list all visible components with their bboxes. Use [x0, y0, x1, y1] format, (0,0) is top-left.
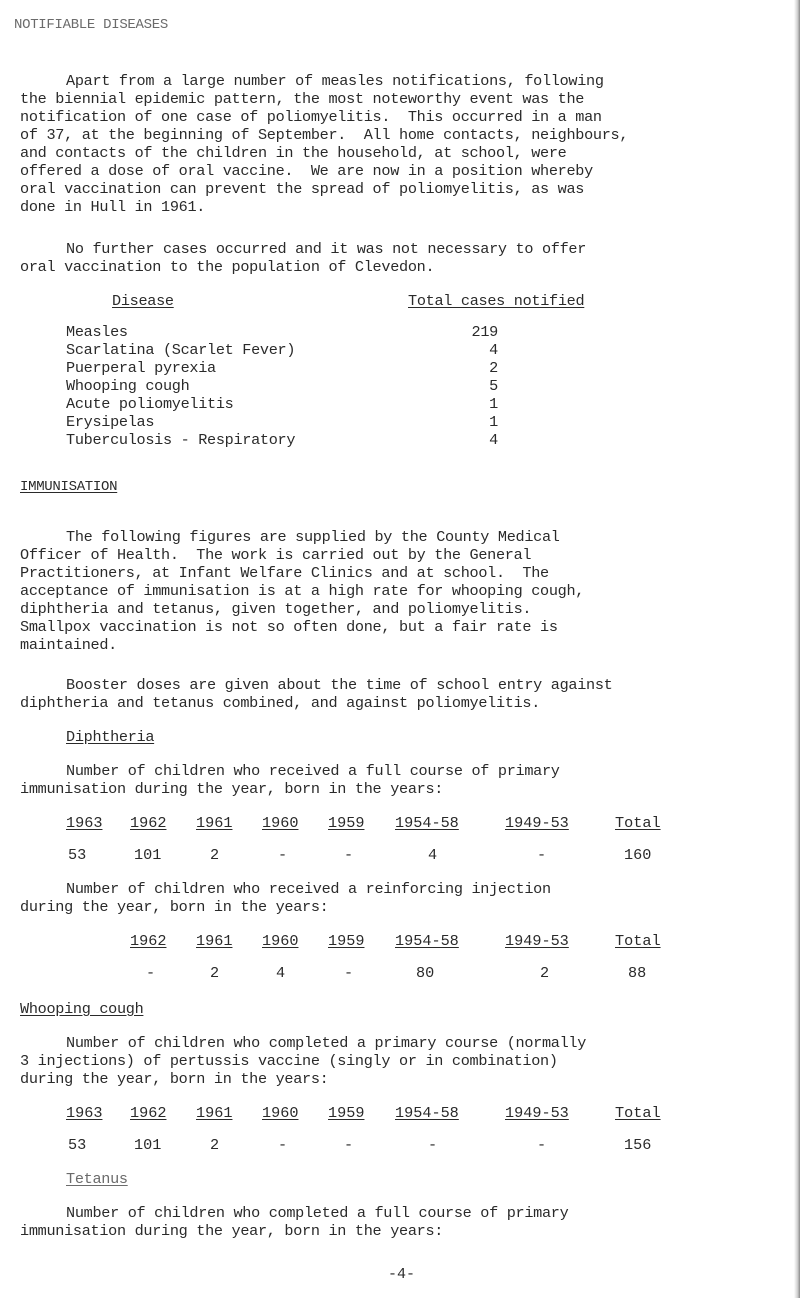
- disease-name: Tuberculosis - Respiratory: [66, 431, 296, 449]
- value-cell: -: [344, 964, 354, 982]
- text-line: Apart from a large number of measles notifications, following: [66, 72, 604, 90]
- value-cell: -: [428, 1136, 438, 1154]
- text-line: during the year, born in the years:: [20, 1070, 329, 1088]
- whooping-values-row: [0, 1136, 800, 1154]
- text-line: Number of children who completed a full course of primary: [66, 1204, 569, 1222]
- disease-count: 219: [471, 323, 498, 341]
- disease-name: Scarlatina (Scarlet Fever): [66, 341, 296, 359]
- text-line: Practitioners, at Infant Welfare Clinics and at school. The: [20, 564, 549, 582]
- disease-name: Erysipelas: [66, 413, 155, 431]
- diphtheria-primary-years-row: [0, 814, 800, 832]
- total-header: Total: [615, 1104, 661, 1122]
- text-line: The following figures are supplied by the County Medical: [66, 528, 560, 546]
- tetanus-heading: Tetanus: [66, 1170, 128, 1188]
- text-line: 3 injections) of pertussis vaccine (singly or in combination): [20, 1052, 558, 1070]
- year-header: 1949-53: [505, 932, 569, 950]
- text-line: Number of children who completed a primary course (normally: [66, 1034, 587, 1052]
- page-number: -4-: [388, 1266, 416, 1283]
- text-line: diphtheria and tetanus combined, and against poliomyelitis.: [20, 694, 541, 712]
- value-cell: -: [278, 846, 288, 864]
- disease-count: 5: [489, 377, 498, 395]
- disease-count: 1: [489, 413, 498, 431]
- whooping-cough-heading: Whooping cough: [20, 1000, 144, 1018]
- immunisation-heading: IMMUNISATION: [20, 479, 118, 495]
- year-header: 1949-53: [505, 814, 569, 832]
- total-header: Total: [615, 814, 661, 832]
- year-header: 1960: [262, 814, 299, 832]
- year-header: 1961: [196, 814, 233, 832]
- value-cell: -: [344, 1136, 354, 1154]
- text-line: offered a dose of oral vaccine. We are now in a position whereby: [20, 162, 593, 180]
- total-cell: 160: [624, 846, 652, 864]
- total-column-header: Total cases notified: [408, 292, 585, 310]
- value-cell: 2: [210, 1136, 220, 1154]
- value-cell: -: [344, 846, 354, 864]
- disease-column-header: Disease: [112, 292, 174, 310]
- value-cell: 80: [416, 964, 435, 982]
- text-line: and contacts of the children in the household, at school, were: [20, 144, 567, 162]
- year-header: 1963: [66, 814, 103, 832]
- text-line: Number of children who received a full course of primary: [66, 762, 560, 780]
- value-cell: 53: [68, 1136, 87, 1154]
- value-cell: -: [537, 846, 547, 864]
- value-cell: 4: [428, 846, 438, 864]
- text-line: acceptance of immunisation is at a high rate for whooping cough,: [20, 582, 585, 600]
- value-cell: 2: [210, 964, 220, 982]
- disease-count: 4: [489, 341, 498, 359]
- diphtheria-reinforcing-years-row: [0, 932, 800, 950]
- disease-name: Puerperal pyrexia: [66, 359, 216, 377]
- year-header: 1960: [262, 932, 299, 950]
- value-cell: -: [278, 1136, 288, 1154]
- text-line: maintained.: [20, 636, 117, 654]
- year-header: 1962: [130, 1104, 167, 1122]
- section-title: NOTIFIABLE DISEASES: [14, 17, 168, 33]
- text-line: done in Hull in 1961.: [20, 198, 206, 216]
- value-cell: 4: [276, 964, 286, 982]
- disease-count: 1: [489, 395, 498, 413]
- value-cell: -: [537, 1136, 547, 1154]
- text-line: Officer of Health. The work is carried out by the General: [20, 546, 532, 564]
- year-header: 1954-58: [395, 1104, 459, 1122]
- year-header: 1963: [66, 1104, 103, 1122]
- text-line: Booster doses are given about the time of school entry against: [66, 676, 613, 694]
- year-header: 1959: [328, 814, 365, 832]
- text-line: of 37, at the beginning of September. All home contacts, neighbours,: [20, 126, 629, 144]
- total-cell: 156: [624, 1136, 652, 1154]
- text-line: immunisation during the year, born in the years:: [20, 780, 444, 798]
- year-header: 1954-58: [395, 814, 459, 832]
- diphtheria-reinforcing-values-row: [0, 964, 800, 982]
- year-header: 1959: [328, 1104, 365, 1122]
- text-line: oral vaccination can prevent the spread of poliomyelitis, as was: [20, 180, 585, 198]
- disease-name: Whooping cough: [66, 377, 190, 395]
- value-cell: -: [146, 964, 156, 982]
- disease-count: 4: [489, 431, 498, 449]
- text-line: immunisation during the year, born in the years:: [20, 1222, 444, 1240]
- disease-name: Acute poliomyelitis: [66, 395, 234, 413]
- text-line: No further cases occurred and it was not necessary to offer: [66, 240, 587, 258]
- year-header: 1962: [130, 932, 167, 950]
- total-header: Total: [615, 932, 661, 950]
- year-header: 1949-53: [505, 1104, 569, 1122]
- diphtheria-heading: Diphtheria: [66, 728, 155, 746]
- value-cell: 2: [540, 964, 550, 982]
- whooping-years-row: [0, 1104, 800, 1122]
- text-line: during the year, born in the years:: [20, 898, 329, 916]
- text-line: Smallpox vaccination is not so often done, but a fair rate is: [20, 618, 558, 636]
- year-header: 1960: [262, 1104, 299, 1122]
- year-header: 1961: [196, 1104, 233, 1122]
- value-cell: 101: [134, 1136, 162, 1154]
- value-cell: 53: [68, 846, 87, 864]
- total-cell: 88: [628, 964, 647, 982]
- text-line: notification of one case of poliomyelitis. This occurred in a man: [20, 108, 602, 126]
- text-line: oral vaccination to the population of Clevedon.: [20, 258, 435, 276]
- disease-count: 2: [489, 359, 498, 377]
- text-line: diphtheria and tetanus, given together, and poliomyelitis.: [20, 600, 532, 618]
- year-header: 1954-58: [395, 932, 459, 950]
- diphtheria-primary-values-row: [0, 846, 800, 864]
- year-header: 1962: [130, 814, 167, 832]
- value-cell: 101: [134, 846, 162, 864]
- value-cell: 2: [210, 846, 220, 864]
- text-line: the biennial epidemic pattern, the most noteworthy event was the: [20, 90, 585, 108]
- disease-name: Measles: [66, 323, 128, 341]
- year-header: 1961: [196, 932, 233, 950]
- year-header: 1959: [328, 932, 365, 950]
- text-line: Number of children who received a reinforcing injection: [66, 880, 551, 898]
